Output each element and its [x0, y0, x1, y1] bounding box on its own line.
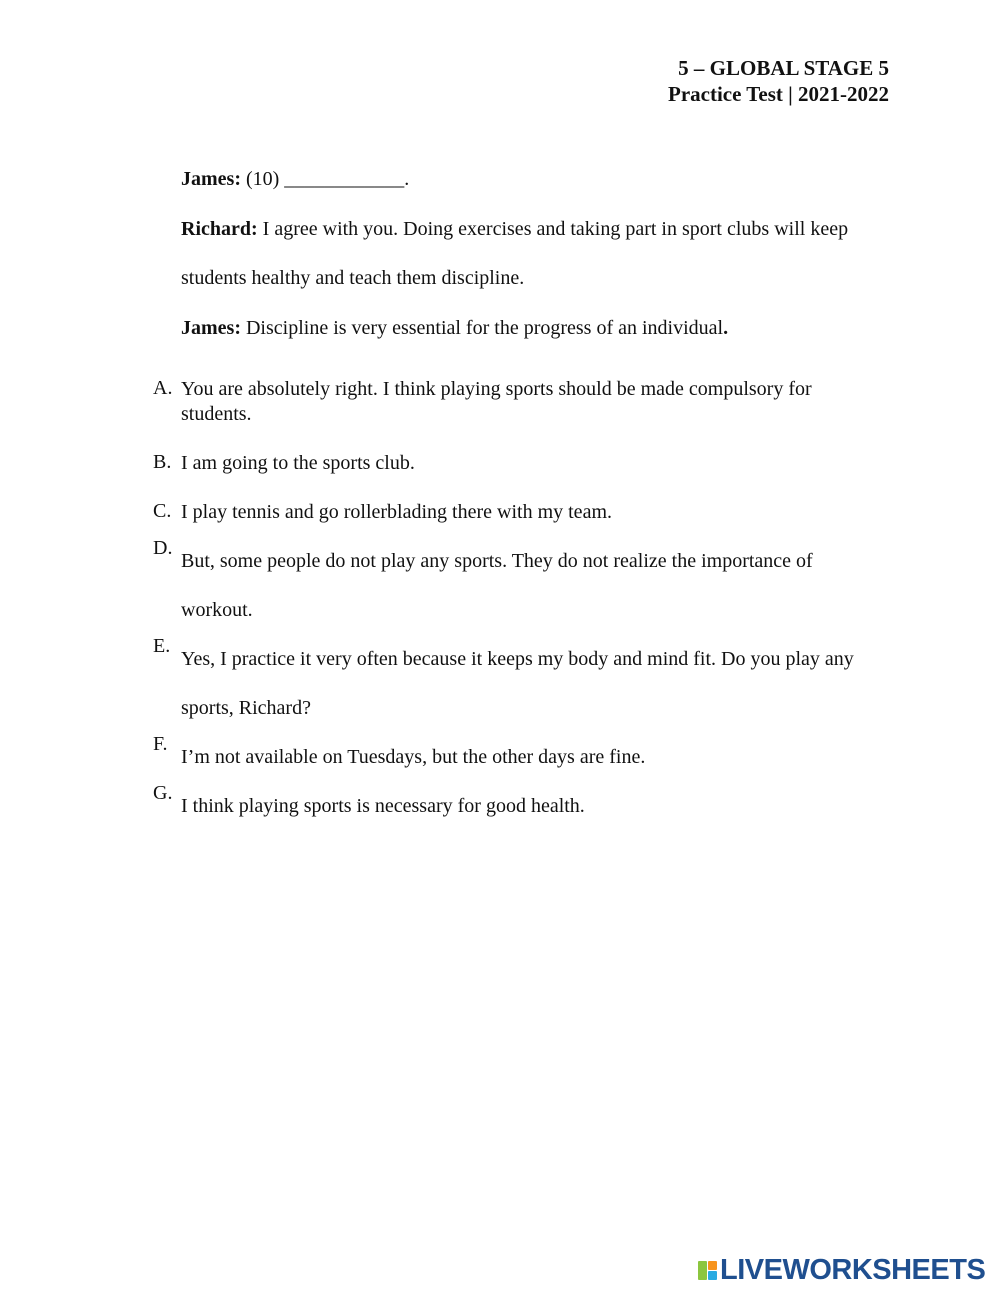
page-header	[668, 55, 889, 107]
logo-wordmark: LIVEWORKSHEETS	[720, 1253, 986, 1286]
header-test-year: Practice Test | 2021-2022	[668, 82, 889, 106]
option-letter: E.	[153, 635, 171, 657]
dialog-text: Discipline is very essential for the progress of an individual	[240, 316, 724, 339]
option-letter: F.	[153, 733, 168, 755]
header-stage: 5 – GLOBAL STAGE 5	[678, 56, 889, 80]
option-letter: G.	[153, 782, 173, 804]
option-g	[153, 782, 883, 831]
option-letter: B.	[153, 451, 172, 473]
option-text: You are absolutely right. I think playing sports should be made compulsory for students.	[181, 378, 812, 425]
speaker-name: James:	[181, 168, 241, 190]
option-c	[153, 500, 883, 525]
dialog	[181, 155, 881, 353]
option-text: I play tennis and go rollerblading there with my team.	[181, 501, 612, 523]
dialog-text: I agree with you. Doing exercises and taking part in sport clubs will keep students healthy and teach them discipline.	[181, 217, 849, 289]
option-text: I’m not available on Tuesdays, but the other days are fine.	[181, 746, 646, 768]
speaker-name: Richard:	[181, 217, 258, 240]
dialog-line	[181, 155, 881, 205]
logo-block-green	[698, 1261, 707, 1280]
option-text: I am going to the sports club.	[181, 452, 415, 474]
option-text: I think playing sports is necessary for good health.	[181, 795, 585, 817]
option-text: Yes, I practice it very often because it keeps my body and mind fit. Do you play any sports, Richard?	[181, 648, 854, 719]
logo-block-blue	[708, 1271, 717, 1280]
option-letter: C.	[153, 500, 172, 522]
liveworksheets-logo-icon	[698, 1256, 717, 1284]
option-b	[153, 451, 883, 476]
option-f	[153, 733, 883, 782]
option-letter: D.	[153, 537, 173, 559]
option-e	[153, 635, 883, 733]
dialog-line	[181, 304, 881, 354]
speaker-name: James:	[181, 316, 241, 339]
dialog-line	[181, 205, 881, 304]
answer-options	[153, 377, 883, 831]
option-letter: A.	[153, 377, 173, 399]
option-a	[153, 377, 883, 427]
option-d	[153, 537, 883, 635]
liveworksheets-logo	[698, 1254, 985, 1286]
dialog-text: (10) ____________.	[240, 168, 410, 190]
dialog-end-punctuation: .	[723, 316, 729, 339]
logo-block-orange	[708, 1261, 717, 1270]
option-text: But, some people do not play any sports. They do not realize the importance of workout.	[181, 550, 813, 621]
